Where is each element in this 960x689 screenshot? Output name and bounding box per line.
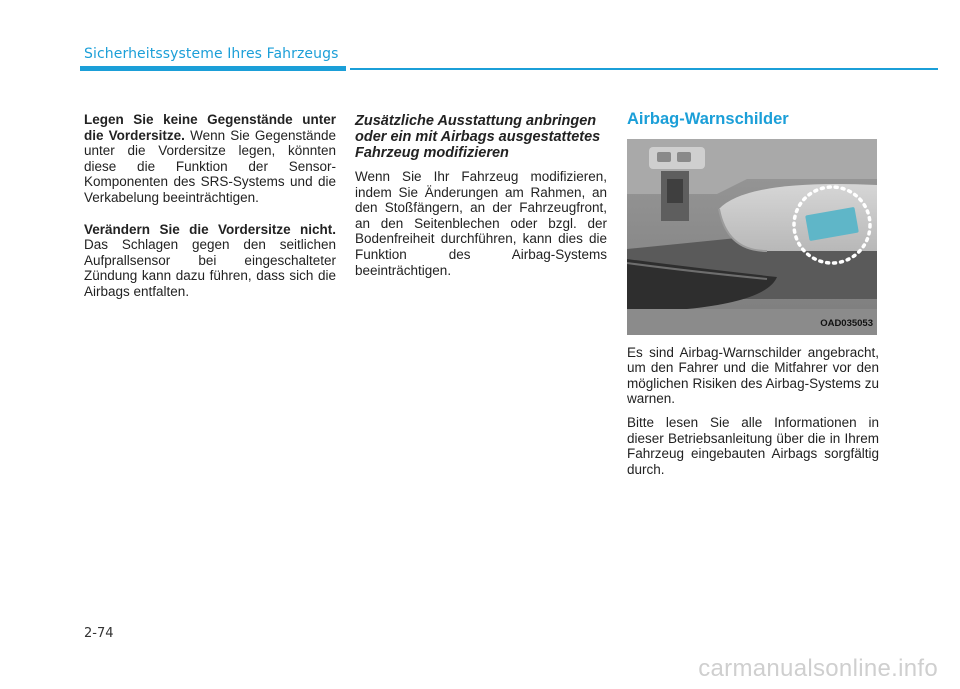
column-3 <box>627 112 879 485</box>
paragraph-modification: Wenn Sie Ihr Fahrzeug modifizieren, indem Sie Änderungen am Rahmen, an den Stoßfängern, an der Fahrzeugfront, an den Seitenblechen oder bzgl. der Bodenfreiheit durchführen, kann dies die Funktion des Airbag-Systems beeinträchtigen. <box>355 169 607 278</box>
watermark: carmanualsonline.info <box>698 655 938 682</box>
column-1 <box>84 112 336 316</box>
paragraph-text: Wenn Sie Gegenstände unter die Vordersitze legen, könnten diese die Funktion der Sensor-Komponenten des SRS-Systems und die Verkabelung beeinträchtigen. <box>84 127 336 205</box>
header-rule-thick <box>80 66 346 71</box>
paragraph-bold-lead: Legen Sie keine Gegenstände unter die Vordersitze. <box>84 112 336 143</box>
column-2 <box>355 113 607 294</box>
paragraph-no-modify-seats <box>84 222 336 300</box>
paragraph-text: Das Schlagen gegen den seitlichen Aufprallsensor bei eingeschalteter Zündung kann dazu führen, dass sich die Airbags entfalten. <box>84 237 336 299</box>
image-code: OAD035053 <box>820 318 873 329</box>
sun-visor-illustration <box>627 139 877 335</box>
subheading-modification: Zusätzliche Ausstattung anbringen oder ein mit Airbags ausgestattetes Fahrzeug modifizieren <box>355 113 601 161</box>
header-rule-thin <box>350 68 938 70</box>
paragraph-bold-lead: Verändern Sie die Vordersitze nicht. <box>84 221 336 237</box>
page-number: 2-74 <box>84 626 114 641</box>
paragraph-read-manual: Bitte lesen Sie alle Informationen in dieser Betriebsanleitung über die in Ihrem Fahrzeug eingebauten Airbags sorgfältig durch. <box>627 414 879 477</box>
paragraph-no-objects <box>84 112 336 206</box>
sun-visor-photo <box>627 139 877 335</box>
running-header: Sicherheitssysteme Ihres Fahrzeugs <box>84 46 339 62</box>
section-title-warning-labels: Airbag-Warnschilder <box>627 110 789 128</box>
paragraph-warning-labels: Es sind Airbag-Warnschilder angebracht, um den Fahrer und die Mitfahrer vor den möglichen Risiken des Airbag-Systems zu warnen. <box>627 344 879 407</box>
